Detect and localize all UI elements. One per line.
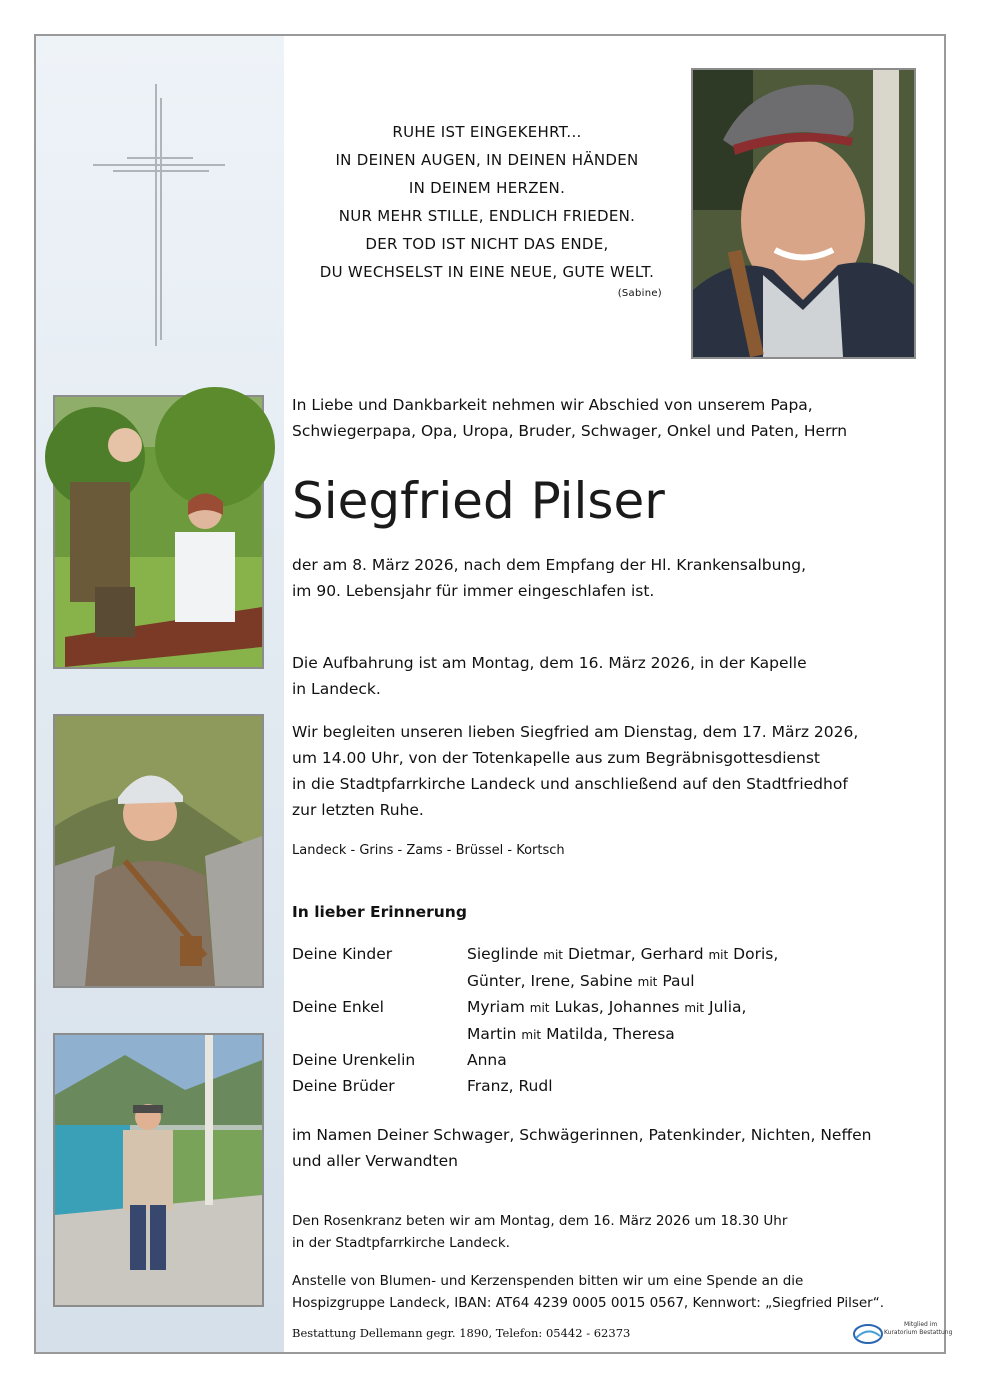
family-row-enkel-cont: [292, 1022, 778, 1049]
family-row-kinder: [292, 942, 778, 969]
donation-line: Hospizgruppe Landeck, IBAN: AT64 4239 0005 0015 0567, Kennwort: „Siegfried Pilser“.: [292, 1295, 885, 1311]
family-row-kinder-cont: [292, 969, 778, 996]
death-text: [292, 552, 806, 604]
intro-line: In Liebe und Dankbarkeit nehmen wir Abschied von unserem Papa,: [292, 396, 813, 414]
family-label: Deine Enkel: [292, 998, 384, 1016]
family-names: Martin mit Matilda, Theresa: [467, 1024, 675, 1043]
photo-couple: [53, 395, 264, 669]
verse-line: RUHE IST EINGEKEHRT...: [392, 123, 582, 141]
verse-author: (Sabine): [617, 288, 662, 299]
verse-line: DU WECHSELST IN EINE NEUE, GUTE WELT.: [319, 263, 655, 281]
family-label: Deine Brüder: [292, 1076, 395, 1095]
family-row-enkel: [292, 995, 778, 1022]
family-row-urenkelin: [292, 1048, 778, 1074]
family-label: Deine Kinder: [292, 945, 393, 963]
wake-line: Die Aufbahrung ist am Montag, dem 16. März 2026, in der Kapelle: [292, 654, 807, 672]
verse-line: IN DEINEN AUGEN, IN DEINEN HÄNDEN: [335, 151, 639, 169]
family-label: Deine Urenkelin: [292, 1051, 416, 1069]
family-names: Franz, Rudl: [467, 1076, 553, 1095]
death-line: der am 8. März 2026, nach dem Empfang der Hl. Krankensalbung,: [292, 556, 807, 574]
intro-text: [292, 392, 847, 444]
relatives-text: [292, 1122, 872, 1174]
funeral-text: [292, 719, 858, 823]
memory-heading: In lieber Erinnerung: [292, 903, 467, 921]
photo-lake: [53, 1033, 264, 1307]
family-names: Anna: [467, 1051, 507, 1069]
verse-line: IN DEINEM HERZEN.: [408, 179, 566, 197]
family-list: [292, 942, 778, 1099]
donation-text: [292, 1270, 884, 1314]
photo-hiking: [53, 714, 264, 988]
svg-text:Kuratorium Bestattung: Kuratorium Bestattung: [884, 1329, 953, 1336]
funeral-line: in die Stadtpfarrkirche Landeck und anschließend auf den Stadtfriedhof: [292, 775, 848, 793]
family-row-brueder: [292, 1074, 778, 1100]
kuratorium-logo-icon: [852, 1318, 953, 1346]
cross-icon: [93, 84, 225, 346]
verse-line: NUR MEHR STILLE, ENDLICH FRIEDEN.: [338, 207, 636, 225]
family-names: Sieglinde mit Dietmar, Gerhard mit Doris,: [467, 945, 779, 963]
places-text: Landeck - Grins - Zams - Brüssel - Kortsch: [292, 843, 565, 858]
memorial-verse: [292, 118, 682, 302]
verse-line: DER TOD IST NICHT DAS ENDE,: [365, 235, 609, 253]
wake-line: in Landeck.: [292, 680, 381, 698]
intro-line: Schwiegerpapa, Opa, Uropa, Bruder, Schwager, Onkel und Paten, Herrn: [292, 422, 848, 440]
family-names: Günter, Irene, Sabine mit Paul: [467, 971, 695, 990]
wake-text: [292, 650, 807, 702]
undertaker-footer: Bestattung Dellemann gegr. 1890, Telefon: 05442 - 62373: [292, 1326, 631, 1340]
funeral-line: um 14.00 Uhr, von der Totenkapelle aus zum Begräbnisgottesdienst: [292, 749, 821, 767]
relatives-line: und aller Verwandten: [292, 1152, 458, 1170]
rosary-text: [292, 1210, 787, 1254]
death-line: im 90. Lebensjahr für immer eingeschlafen ist.: [292, 582, 655, 600]
rosary-line: Den Rosenkranz beten wir am Montag, dem 16. März 2026 um 18.30 Uhr: [292, 1213, 788, 1229]
svg-text:Mitglied im: Mitglied im: [904, 1321, 938, 1328]
rosary-line: in der Stadtpfarrkirche Landeck.: [292, 1235, 510, 1251]
funeral-line: Wir begleiten unseren lieben Siegfried am Dienstag, dem 17. März 2026,: [292, 723, 859, 741]
donation-line: Anstelle von Blumen- und Kerzenspenden bitten wir um eine Spende an die: [292, 1273, 804, 1289]
family-names: Myriam mit Lukas, Johannes mit Julia,: [467, 998, 747, 1016]
funeral-line: zur letzten Ruhe.: [292, 801, 424, 819]
portrait-photo: [691, 68, 916, 359]
relatives-line: im Namen Deiner Schwager, Schwägerinnen, Patenkinder, Nichten, Neffen: [292, 1126, 872, 1144]
deceased-name: Siegfried Pilser: [292, 472, 665, 530]
